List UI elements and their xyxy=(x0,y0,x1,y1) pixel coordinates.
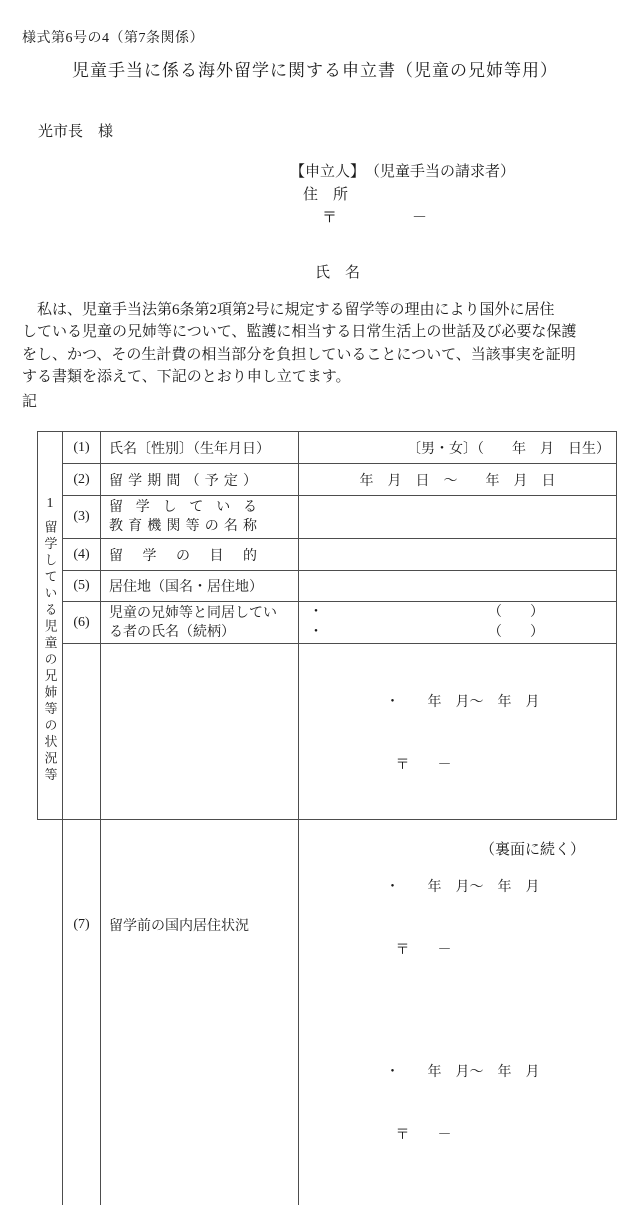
row-number: (7) xyxy=(63,644,101,1205)
address-label: 住 所 xyxy=(303,187,349,203)
statement-line: する書類を添えて、下記のとおり申し立てます。 xyxy=(22,369,351,386)
postal-line: 〒 － xyxy=(395,1128,452,1143)
row-label xyxy=(101,432,299,464)
row-number: (4) xyxy=(63,539,101,571)
residence-period-entry xyxy=(386,835,540,1003)
row-label-text: 氏名〔性別〕（生年月日） xyxy=(109,441,270,457)
period-line: ・ 年 月～ 年 月 xyxy=(385,695,540,710)
statement-paragraph xyxy=(22,299,618,389)
statement-line: をし、かつ、その生計費の相当部分を負担していることについて、当該事実を証明 xyxy=(22,346,576,363)
bullet: ・ xyxy=(309,624,323,640)
relationship-parens: （ ） xyxy=(488,624,544,640)
addressee: 光市長 様 xyxy=(38,124,114,140)
row-number: (6) xyxy=(63,602,101,644)
cohabitant-entry xyxy=(299,603,616,623)
row-label-line2: る者の氏名（続柄） xyxy=(109,624,235,640)
row-label xyxy=(101,602,299,644)
cohabitant-entry xyxy=(299,623,616,643)
row-label xyxy=(101,496,299,539)
statement-line: 私は、児童手当法第6条第2項第2号に規定する留学等の理由により国外に居住 xyxy=(22,302,555,318)
row-label-text: 居住地（国名・居住地） xyxy=(109,580,263,595)
period-line: ・ 年 月～ 年 月 xyxy=(385,1065,540,1080)
row-value xyxy=(299,644,616,1205)
row-value-text: 年 月 日 ～ 年 月 日 xyxy=(359,473,556,489)
row-value xyxy=(299,464,616,496)
applicant-label: 【申立人】 （児童手当の請求者） xyxy=(290,164,516,180)
section-header-cell xyxy=(38,432,63,1205)
postal-line: 〒 － xyxy=(395,943,452,958)
row-label-text: 留学前の国内居住状況 xyxy=(109,918,249,934)
row-label xyxy=(101,644,299,1205)
postal-code-line: 〒 － xyxy=(322,210,428,226)
row-value xyxy=(299,571,616,602)
statement-line: している児童の兄姉等について、監護に相当する日常生活上の世話及び必要な保護 xyxy=(22,324,577,341)
row-label-line1: 留学している xyxy=(109,500,257,515)
row-label-line2: 教育機関等の名称 xyxy=(109,519,257,534)
row-label-text: 留学期間（予定） xyxy=(109,473,257,489)
row-label xyxy=(101,539,299,571)
row-value xyxy=(299,496,616,539)
form-number: 様式第6号の4（第7条関係） xyxy=(22,31,204,46)
ki-marker: 記 xyxy=(22,394,38,410)
page-title: 児童手当に係る海外留学に関する申立書（児童の兄姉等用） xyxy=(72,61,558,80)
row-value xyxy=(299,602,616,644)
postal-line: 〒 － xyxy=(395,758,452,773)
section-label: 留学している児童の兄姉等の状況等 xyxy=(42,520,58,784)
row-label xyxy=(101,464,299,496)
row-label-text: 留学の目的 xyxy=(109,548,257,564)
period-line: ・ 年 月～ 年 月 xyxy=(385,880,540,895)
section-number: 1 xyxy=(46,496,54,511)
row-value-text: 〔男・女〕（ 年 月 日生） xyxy=(407,441,610,457)
row-label-line1: 児童の兄姉等と同居してい xyxy=(109,605,277,621)
residence-period-entry xyxy=(386,650,540,818)
row-number: (2) xyxy=(63,464,101,496)
row-number: (1) xyxy=(63,432,101,464)
name-label: 氏 名 xyxy=(315,265,361,281)
relationship-parens: （ ） xyxy=(488,604,544,620)
footer-note: （裏面に続く） xyxy=(480,842,586,858)
row-number: (5) xyxy=(63,571,101,602)
row-value xyxy=(299,539,616,571)
bullet: ・ xyxy=(309,604,323,620)
row-label xyxy=(101,571,299,602)
row-number: (3) xyxy=(63,496,101,539)
applicant-section xyxy=(290,161,515,230)
residence-period-entry xyxy=(386,1020,540,1188)
row-value xyxy=(299,432,616,464)
